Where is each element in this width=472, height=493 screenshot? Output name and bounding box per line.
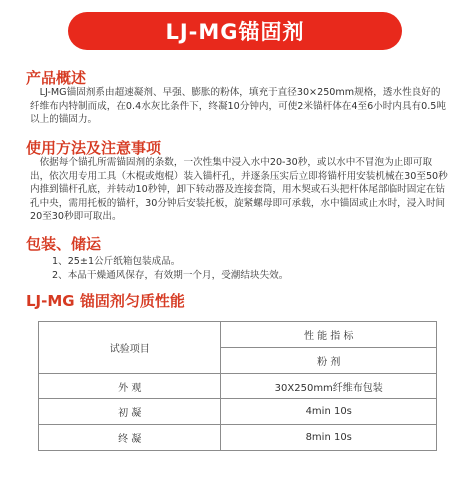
packaging-item: 1、25±1公斤纸箱包装成品。 [52, 256, 181, 267]
packaging-item: 2、本品干燥通风保存，有效期一个月，受潮结块失效。 [52, 270, 289, 281]
spec-header: 性 能 指 标 [221, 322, 437, 348]
row-value: 8min 10s [221, 425, 437, 451]
row-value: 30X250mm纤维布包装 [221, 374, 437, 399]
usage-heading: 使用方法及注意事项 [26, 139, 162, 157]
row-item: 初 凝 [39, 399, 221, 425]
row-item: 终 凝 [39, 425, 221, 451]
powder-subheader: 粉 剂 [221, 348, 437, 374]
test-item-header: 试验项目 [39, 322, 221, 374]
title-banner [68, 12, 402, 50]
page-title: LJ-MG锚固剂 [165, 20, 305, 44]
table-row [39, 399, 437, 425]
row-item: 外 观 [39, 374, 221, 399]
table-row [39, 374, 437, 399]
row-value: 4min 10s [221, 399, 437, 425]
usage-text: 依据每个锚孔所需锚固剂的条数，一次性集中浸入水中20-30秒，或以水中不冒泡为止即可取出，依次用专用工具（木棍或炮棍）装入锚杆孔，并逐条压实后立即将锚杆用安装机械在30至50秒内推到锚杆孔底，并转动10秒钟，卸下转动器及连接套筒，用木契或石头把杆体尾部临时固定在钻孔中央，需用托板的锚杆，30分钟后安装托板，旋紧螺母即可承载，水中锚固或止水时，浸入时间20至30秒即可取出。 [30, 157, 448, 223]
quality-heading: LJ-MG 锚固剂匀质性能 [26, 292, 185, 310]
table-header-row [39, 322, 437, 348]
quality-table [38, 321, 437, 451]
overview-text: LJ-MG锚固剂系由超速凝剂、早强、膨胀的粉体，填充于直径30×250mm规格，透水性良好的纤维布内特制而成，在0.4水灰比条件下，终凝10分钟内，可使2米锚杆体在4至6小时内具有0.5吨以上的锚固力。 [30, 87, 447, 126]
packaging-heading: 包装、储运 [26, 235, 102, 253]
overview-heading: 产品概述 [26, 69, 87, 87]
table-row [39, 425, 437, 451]
